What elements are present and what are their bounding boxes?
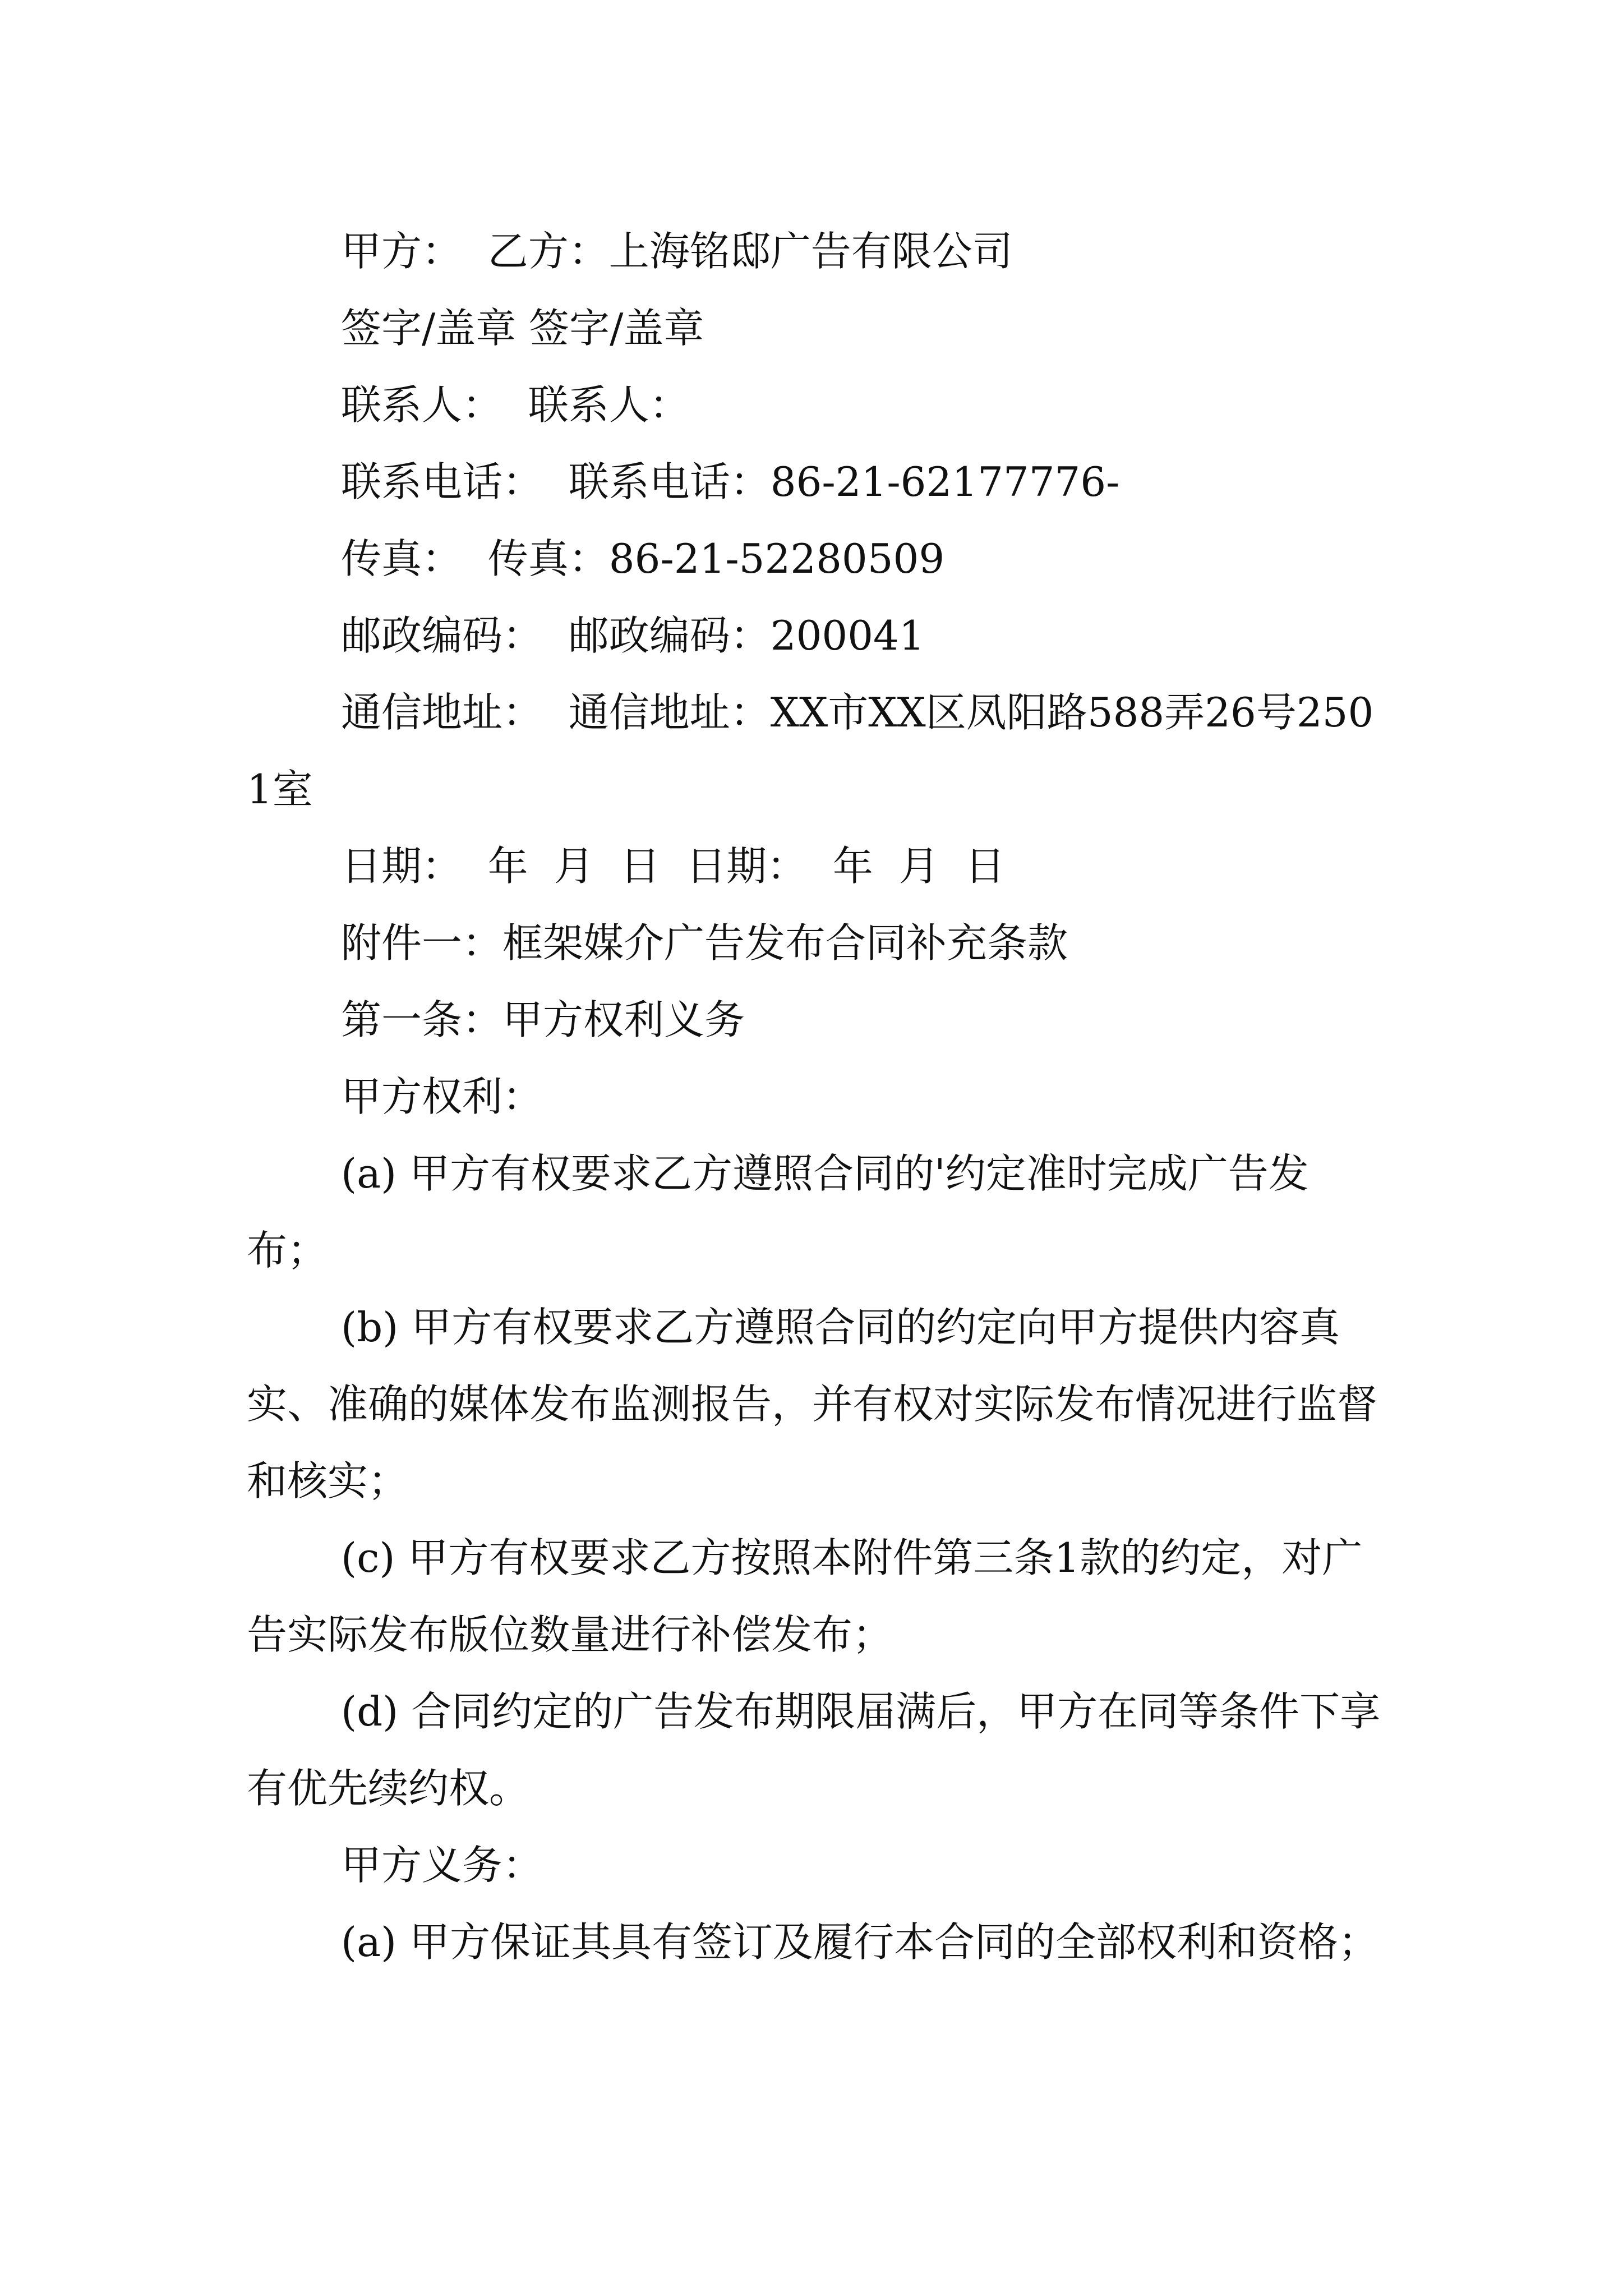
- rights-item-b: (b) 甲方有权要求乙方遵照合同的约定向甲方提供内容真实、准确的媒体发布监测报告，并有权对实际发布情况进行监督和核实；: [247, 1304, 1378, 1504]
- party-header-line: 甲方： 乙方：上海铭邸广告有限公司: [341, 228, 1013, 275]
- obligations-item-a: (a) 甲方保证其具有签订及履行本合同的全部权利和资格；: [341, 1918, 1378, 1966]
- date-line: 日期： 年 月 日 日期： 年 月 日: [341, 843, 1006, 890]
- party-a-obligations-heading: 甲方义务：: [341, 1842, 543, 1889]
- rights-item-d: (d) 合同约定的广告发布期限届满后，甲方在同等条件下享有优先续约权。: [247, 1688, 1381, 1812]
- rights-item-c: (c) 甲方有权要求乙方按照本附件第三条1款的约定，对广告实际发布版位数量进行补偿发布；: [247, 1534, 1363, 1658]
- rights-item-a: (a) 甲方有权要求乙方遵照合同的'约定准时完成广告发布；: [247, 1150, 1309, 1274]
- contact-person-line: 联系人： 联系人：: [341, 381, 690, 429]
- contact-phone-line: 联系电话： 联系电话：86-21-62177776-: [341, 458, 1120, 505]
- attachment-title: 附件一：框架媒介广告发布合同补充条款: [341, 919, 1068, 967]
- signature-line: 签字/盖章 签字/盖章: [341, 305, 704, 352]
- address-line: 通信地址： 通信地址：XX市XX区凤阳路588弄26号2501室: [247, 689, 1374, 813]
- party-a-rights-heading: 甲方权利：: [341, 1073, 543, 1120]
- article-one-heading: 第一条：甲方权利义务: [341, 996, 745, 1043]
- postal-code-line: 邮政编码： 邮政编码：200041: [341, 612, 925, 659]
- fax-line: 传真： 传真：86-21-52280509: [341, 535, 945, 582]
- document-body: [247, 213, 1385, 1981]
